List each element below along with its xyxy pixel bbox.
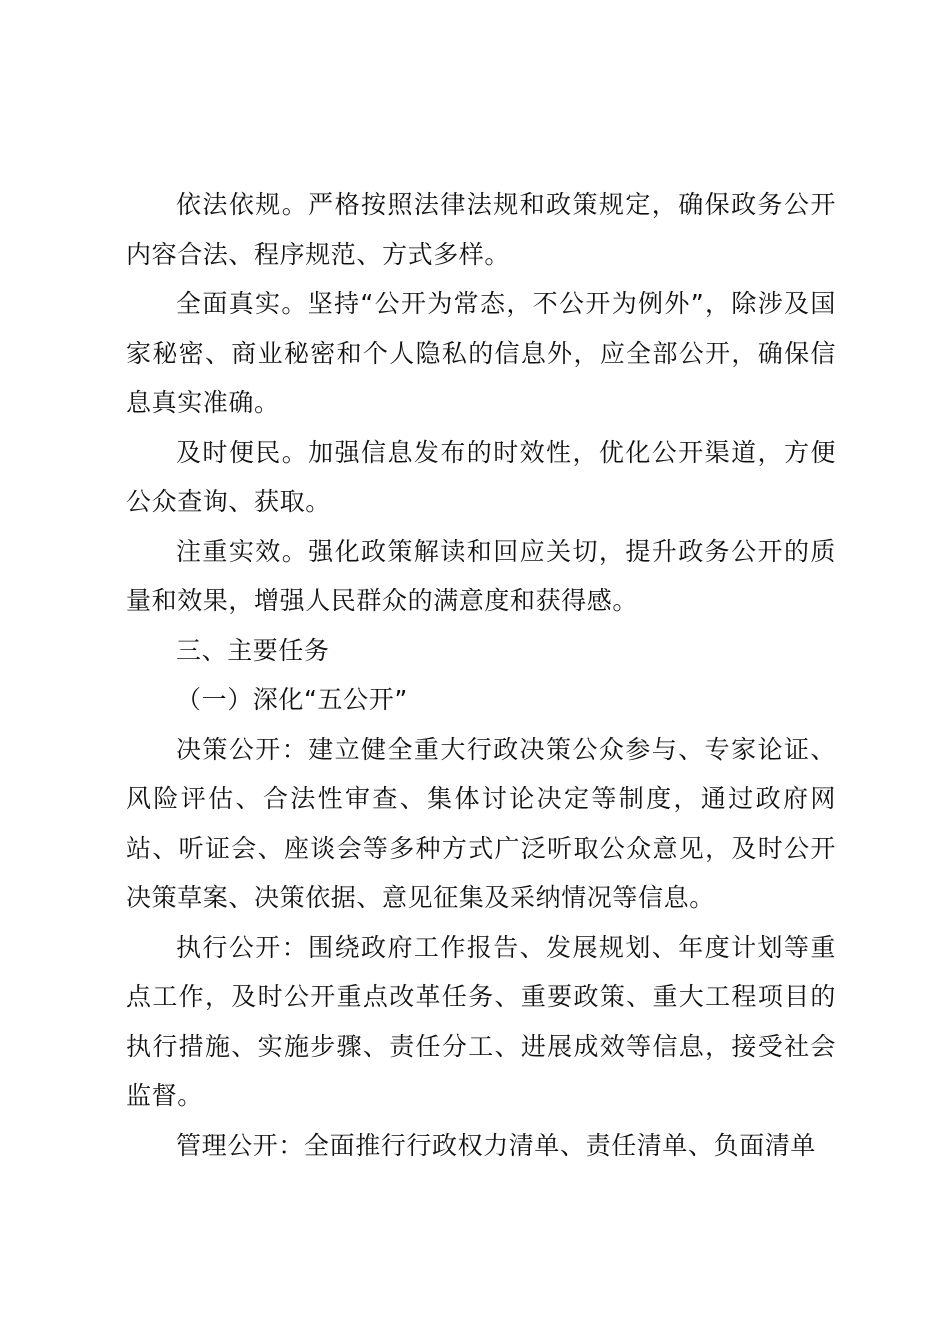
paragraph-principle-timely: 及时便民。加强信息发布的时效性，优化公开渠道，方便公众查询、获取。 <box>126 437 836 516</box>
paragraph-principle-comprehensive: 全面真实。坚持“公开为常态，不公开为例外”，除涉及国家秘密、商业秘密和个人隐私的信息外，应全部公开，确保信息真实准确。 <box>126 289 836 417</box>
subsection-heading-five-openness: （一）深化“五公开” <box>176 685 408 714</box>
document-body <box>126 180 836 1170</box>
paragraph-principle-effective: 注重实效。强化政策解读和回应关切，提升政务公开的质量和效果，增强人民群众的满意度和获得感。 <box>126 536 836 615</box>
paragraph-management-openness: 管理公开：全面推行行政权力清单、责任清单、负面清单 <box>176 1130 817 1160</box>
section-heading-main-tasks: 三、主要任务 <box>176 635 330 665</box>
paragraph-decision-openness: 决策公开：建立健全重大行政决策公众参与、专家论证、风险评估、合法性审查、集体讨论决定等制度，通过政府网站、听证会、座谈会等多种方式广泛听取公众意见，及时公开决策草案、决策依据、意见征集及采纳情况等信息。 <box>126 734 836 912</box>
paragraph-principle-lawful: 依法依规。严格按照法律法规和政策规定，确保政务公开内容合法、程序规范、方式多样。 <box>126 190 836 269</box>
paragraph-execution-openness: 执行公开：围绕政府工作报告、发展规划、年度计划等重点工作，及时公开重点改革任务、重要政策、重大工程项目的执行措施、实施步骤、责任分工、进展成效等信息，接受社会监督。 <box>126 932 836 1110</box>
